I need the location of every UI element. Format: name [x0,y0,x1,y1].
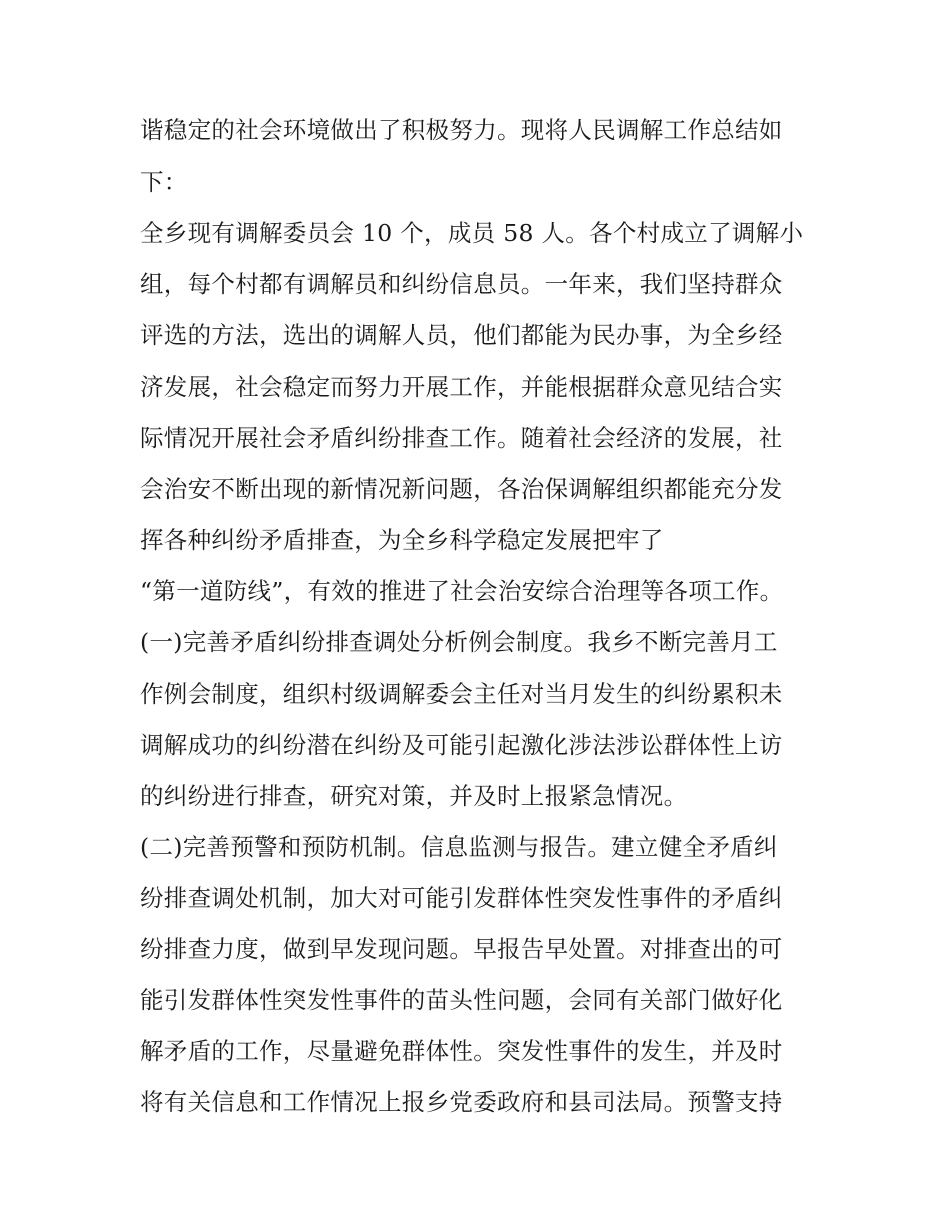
text-line: 下： [140,168,188,196]
text-line: 纷排查力度，做到早发现问题。早报告早处置。对排查出的可 [140,935,783,963]
text-line: (二)完善预警和预防机制。信息监测与报告。建立健全矛盾纠 [140,833,778,861]
text-line: 际情况开展社会矛盾纠纷排查工作。随着社会经济的发展，社 [140,424,783,452]
text-line: “第一道防线”，有效的推进了社会治安综合治理等各项工作。 [140,577,784,605]
text-line: 组，每个村都有调解员和纠纷信息员。一年来，我们坚持群众 [140,270,783,298]
text-line: 将有关信息和工作情况上报乡党委政府和县司法局。预警支持 [140,1088,783,1116]
text-line: 挥各种纠纷矛盾排查，为全乡科学稳定发展把牢了 [140,526,664,554]
text-line: 调解成功的纠纷潜在纠纷及可能引起激化涉法涉讼群体性上访 [140,731,783,759]
text-line: 解矛盾的工作，尽量避免群体性。突发性事件的发生，并及时 [140,1037,783,1065]
text-line: 谐稳定的社会环境做出了积极努力。现将人民调解工作总结如 [140,116,783,144]
text-line: 会治安不断出现的新情况新问题，各治保调解组织都能充分发 [140,475,783,503]
text-line: 全乡现有调解委员会 10 个，成员 58 人。各个村成立了调解小 [140,219,804,247]
text-line: (一)完善矛盾纠纷排查调处分析例会制度。我乡不断完善月工 [140,628,778,656]
text-line: 济发展，社会稳定而努力开展工作，并能根据群众意见结合实 [140,373,783,401]
text-line: 作例会制度，组织村级调解委会主任对当月发生的纠纷累积未 [140,680,783,708]
text-line: 的纠纷进行排查，研究对策，并及时上报紧急情况。 [140,782,688,810]
text-line: 能引发群体性突发性事件的苗头性问题，会同有关部门做好化 [140,986,783,1014]
text-line: 纷排查调处机制，加大对可能引发群体性突发性事件的矛盾纠 [140,884,783,912]
text-line: 评选的方法，选出的调解人员，他们都能为民办事，为全乡经 [140,321,783,349]
